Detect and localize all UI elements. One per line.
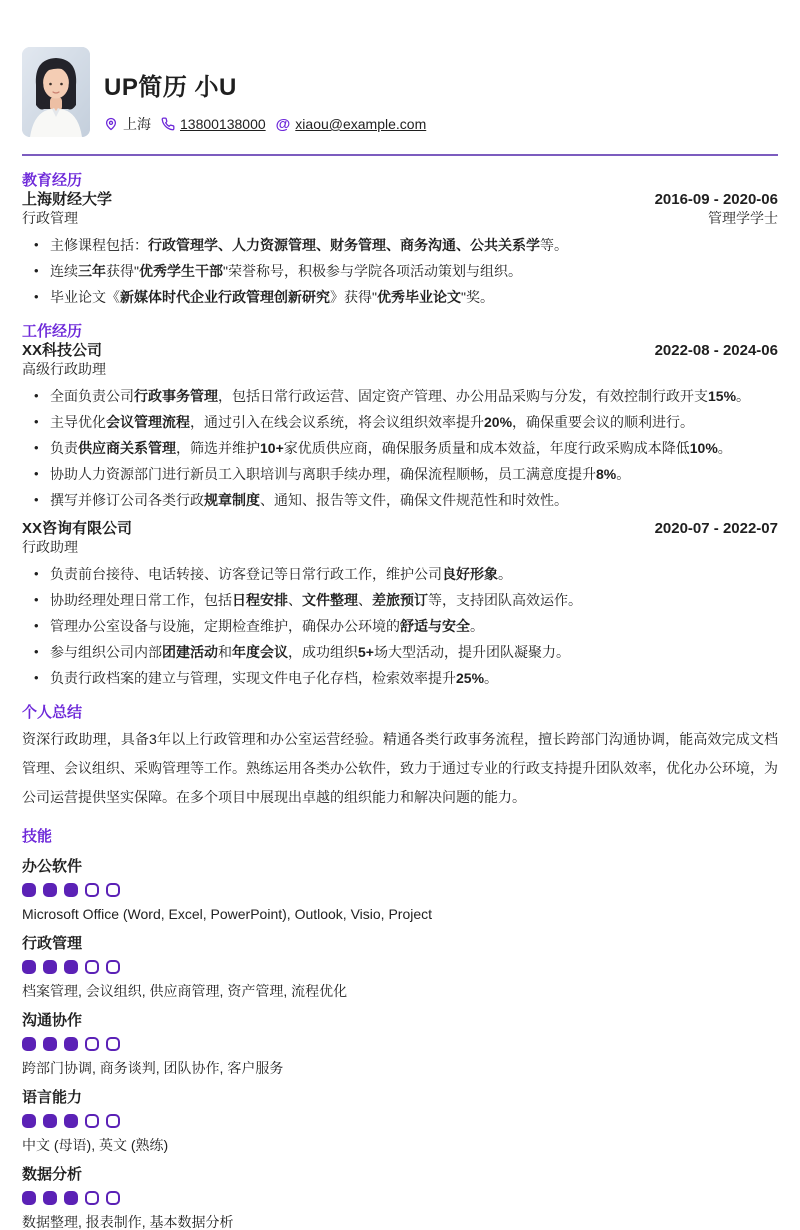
skill-dot-empty [106,960,120,974]
job-bullet: • 全面负责公司行政事务管理，包括日常行政运营、固定资产管理、办公用品采购与分发，有效控制行政开支15%。 [22,386,778,406]
skill-dot-filled [64,960,78,974]
skill-dot-empty [85,960,99,974]
job-bullets [22,564,778,688]
job-role: 高级行政助理 [22,361,106,377]
job-role-row [22,539,778,555]
job-dates: 2020-07 - 2022-07 [654,520,778,537]
education-bullet: • 主修课程包括：行政管理学、人力资源管理、财务管理、商务沟通、公共关系学等。 [22,235,778,255]
profile-photo-illustration [22,47,90,137]
work-section [22,323,778,688]
profile-photo [22,47,90,137]
skill-dot-filled [22,1037,36,1051]
skill-block [22,935,778,999]
summary-section [22,704,778,812]
skill-detail: 中文 (母语), 英文 (熟练) [22,1137,169,1153]
skill-dot-filled [43,883,57,897]
phone-icon [161,117,175,131]
skill-dot-filled [22,883,36,897]
education-sub-row [22,210,778,226]
education-entry-head [22,191,778,208]
skill-dot-empty [85,883,99,897]
skill-dot-empty [85,1037,99,1051]
skill-dot-empty [106,1191,120,1205]
skill-dot-filled [64,1191,78,1205]
skill-detail: 数据整理, 报表制作, 基本数据分析 [22,1214,234,1230]
skill-level-dots [22,883,778,897]
skill-block [22,1089,778,1153]
job-entry-head [22,520,778,537]
skill-name: 数据分析 [22,1166,83,1183]
skills-section-title: 技能 [22,828,53,845]
location-item [104,114,151,134]
company-name: XX科技公司 [22,342,103,359]
contact-row [104,114,426,134]
skill-dot-filled [64,1114,78,1128]
skill-dot-filled [43,1191,57,1205]
skill-detail: Microsoft Office (Word, Excel, PowerPoint), Outlook, Visio, Project [22,906,433,922]
skills-section [22,828,778,1230]
skill-dot-filled [22,960,36,974]
location-text: 上海 [123,116,151,132]
phone-item [161,116,266,132]
education-bullet: • 毕业论文《新媒体时代企业行政管理创新研究》获得"优秀毕业论文"奖。 [22,287,778,307]
phone-link[interactable]: 13800138000 [180,116,266,132]
company-name: XX咨询有限公司 [22,520,133,537]
skill-dot-empty [106,1037,120,1051]
skill-block [22,858,778,922]
resume-header [22,47,778,137]
at-icon: @ [275,115,291,133]
skill-dot-filled [64,883,78,897]
job-entry-head [22,342,778,359]
skill-dot-filled [43,1037,57,1051]
job-bullet: • 撰写并修订公司各类行政规章制度、通知、报告等文件，确保文件规范性和时效性。 [22,490,778,510]
job-bullet: • 协助人力资源部门进行新员工入职培训与离职手续办理，确保流程顺畅，员工满意度提升8%。 [22,464,778,484]
skill-name: 语言能力 [22,1089,83,1106]
skill-dot-empty [106,1114,120,1128]
job-bullet: • 管理办公室设备与设施，定期检查维护，确保办公环境的舒适与安全。 [22,616,778,636]
skill-level-dots [22,1114,778,1128]
education-bullets [22,235,778,307]
job-bullet: • 协助经理处理日常工作，包括日程安排、文件整理、差旅预订等，支持团队高效运作。 [22,590,778,610]
education-major: 行政管理 [22,210,78,226]
skill-detail: 跨部门协调, 商务谈判, 团队协作, 客户服务 [22,1060,284,1076]
skill-dot-filled [43,1114,57,1128]
job-entry [22,520,778,688]
summary-text: 资深行政助理，具备3年以上行政管理和办公室运营经验。精通各类行政事务流程，擅长跨部门沟通协调，能高效完成文档管理、会议组织、采购管理等工作。熟练运用各类办公软件，致力于通过专业的行政支持提升团队效率，优化办公环境，为公司运营提供坚实保障。在多个项目中展现出卓越的组织能力和解决问题的能力。 [22,731,778,805]
job-bullet: • 负责行政档案的建立与管理，实现文件电子化存档，检索效率提升25%。 [22,668,778,688]
education-bullet: • 连续三年获得"优秀学生干部"荣誉称号，积极参与学院各项活动策划与组织。 [22,261,778,281]
resume-page [0,47,800,1230]
skill-detail: 档案管理, 会议组织, 供应商管理, 资产管理, 流程优化 [22,983,348,999]
education-degree: 管理学学士 [708,210,778,226]
education-section [22,172,778,307]
job-bullet: • 主导优化会议管理流程，通过引入在线会议系统，将会议组织效率提升20%，确保重要会议的顺利进行。 [22,412,778,432]
job-role: 行政助理 [22,539,78,555]
skill-dot-empty [85,1191,99,1205]
job-entry [22,342,778,510]
job-bullet: • 负责前台接待、电话转接、访客登记等日常行政工作，维护公司良好形象。 [22,564,778,584]
skill-dot-filled [22,1114,36,1128]
skill-dot-empty [106,883,120,897]
skill-name: 行政管理 [22,935,83,952]
summary-section-title: 个人总结 [22,704,83,721]
skill-name: 办公软件 [22,858,83,875]
skill-level-dots [22,1191,778,1205]
education-dates: 2016-09 - 2020-06 [654,191,778,208]
job-bullet: • 参与组织公司内部团建活动和年度会议，成功组织5+场大型活动，提升团队凝聚力。 [22,642,778,662]
skill-block [22,1166,778,1230]
job-bullets [22,386,778,510]
skill-dot-filled [22,1191,36,1205]
school-name: 上海财经大学 [22,191,113,208]
skill-dot-filled [64,1037,78,1051]
skill-dot-filled [43,960,57,974]
header-text [104,47,426,137]
skill-dot-empty [85,1114,99,1128]
header-divider [22,154,778,156]
skill-name: 沟通协作 [22,1012,83,1029]
email-item [276,116,427,133]
education-section-title: 教育经历 [22,172,83,189]
job-role-row [22,361,778,377]
job-bullet: • 负责供应商关系管理，筛选并维护10+家优质供应商，确保服务质量和成本效益，年度行政采购成本降低10%。 [22,438,778,458]
location-pin-icon [104,117,118,131]
work-section-title: 工作经历 [22,323,83,340]
skill-level-dots [22,1037,778,1051]
job-dates: 2022-08 - 2024-06 [654,342,778,359]
email-link[interactable]: xiaou@example.com [295,116,427,132]
candidate-name: UP简历 小U [104,74,237,101]
skill-block [22,1012,778,1076]
skill-level-dots [22,960,778,974]
